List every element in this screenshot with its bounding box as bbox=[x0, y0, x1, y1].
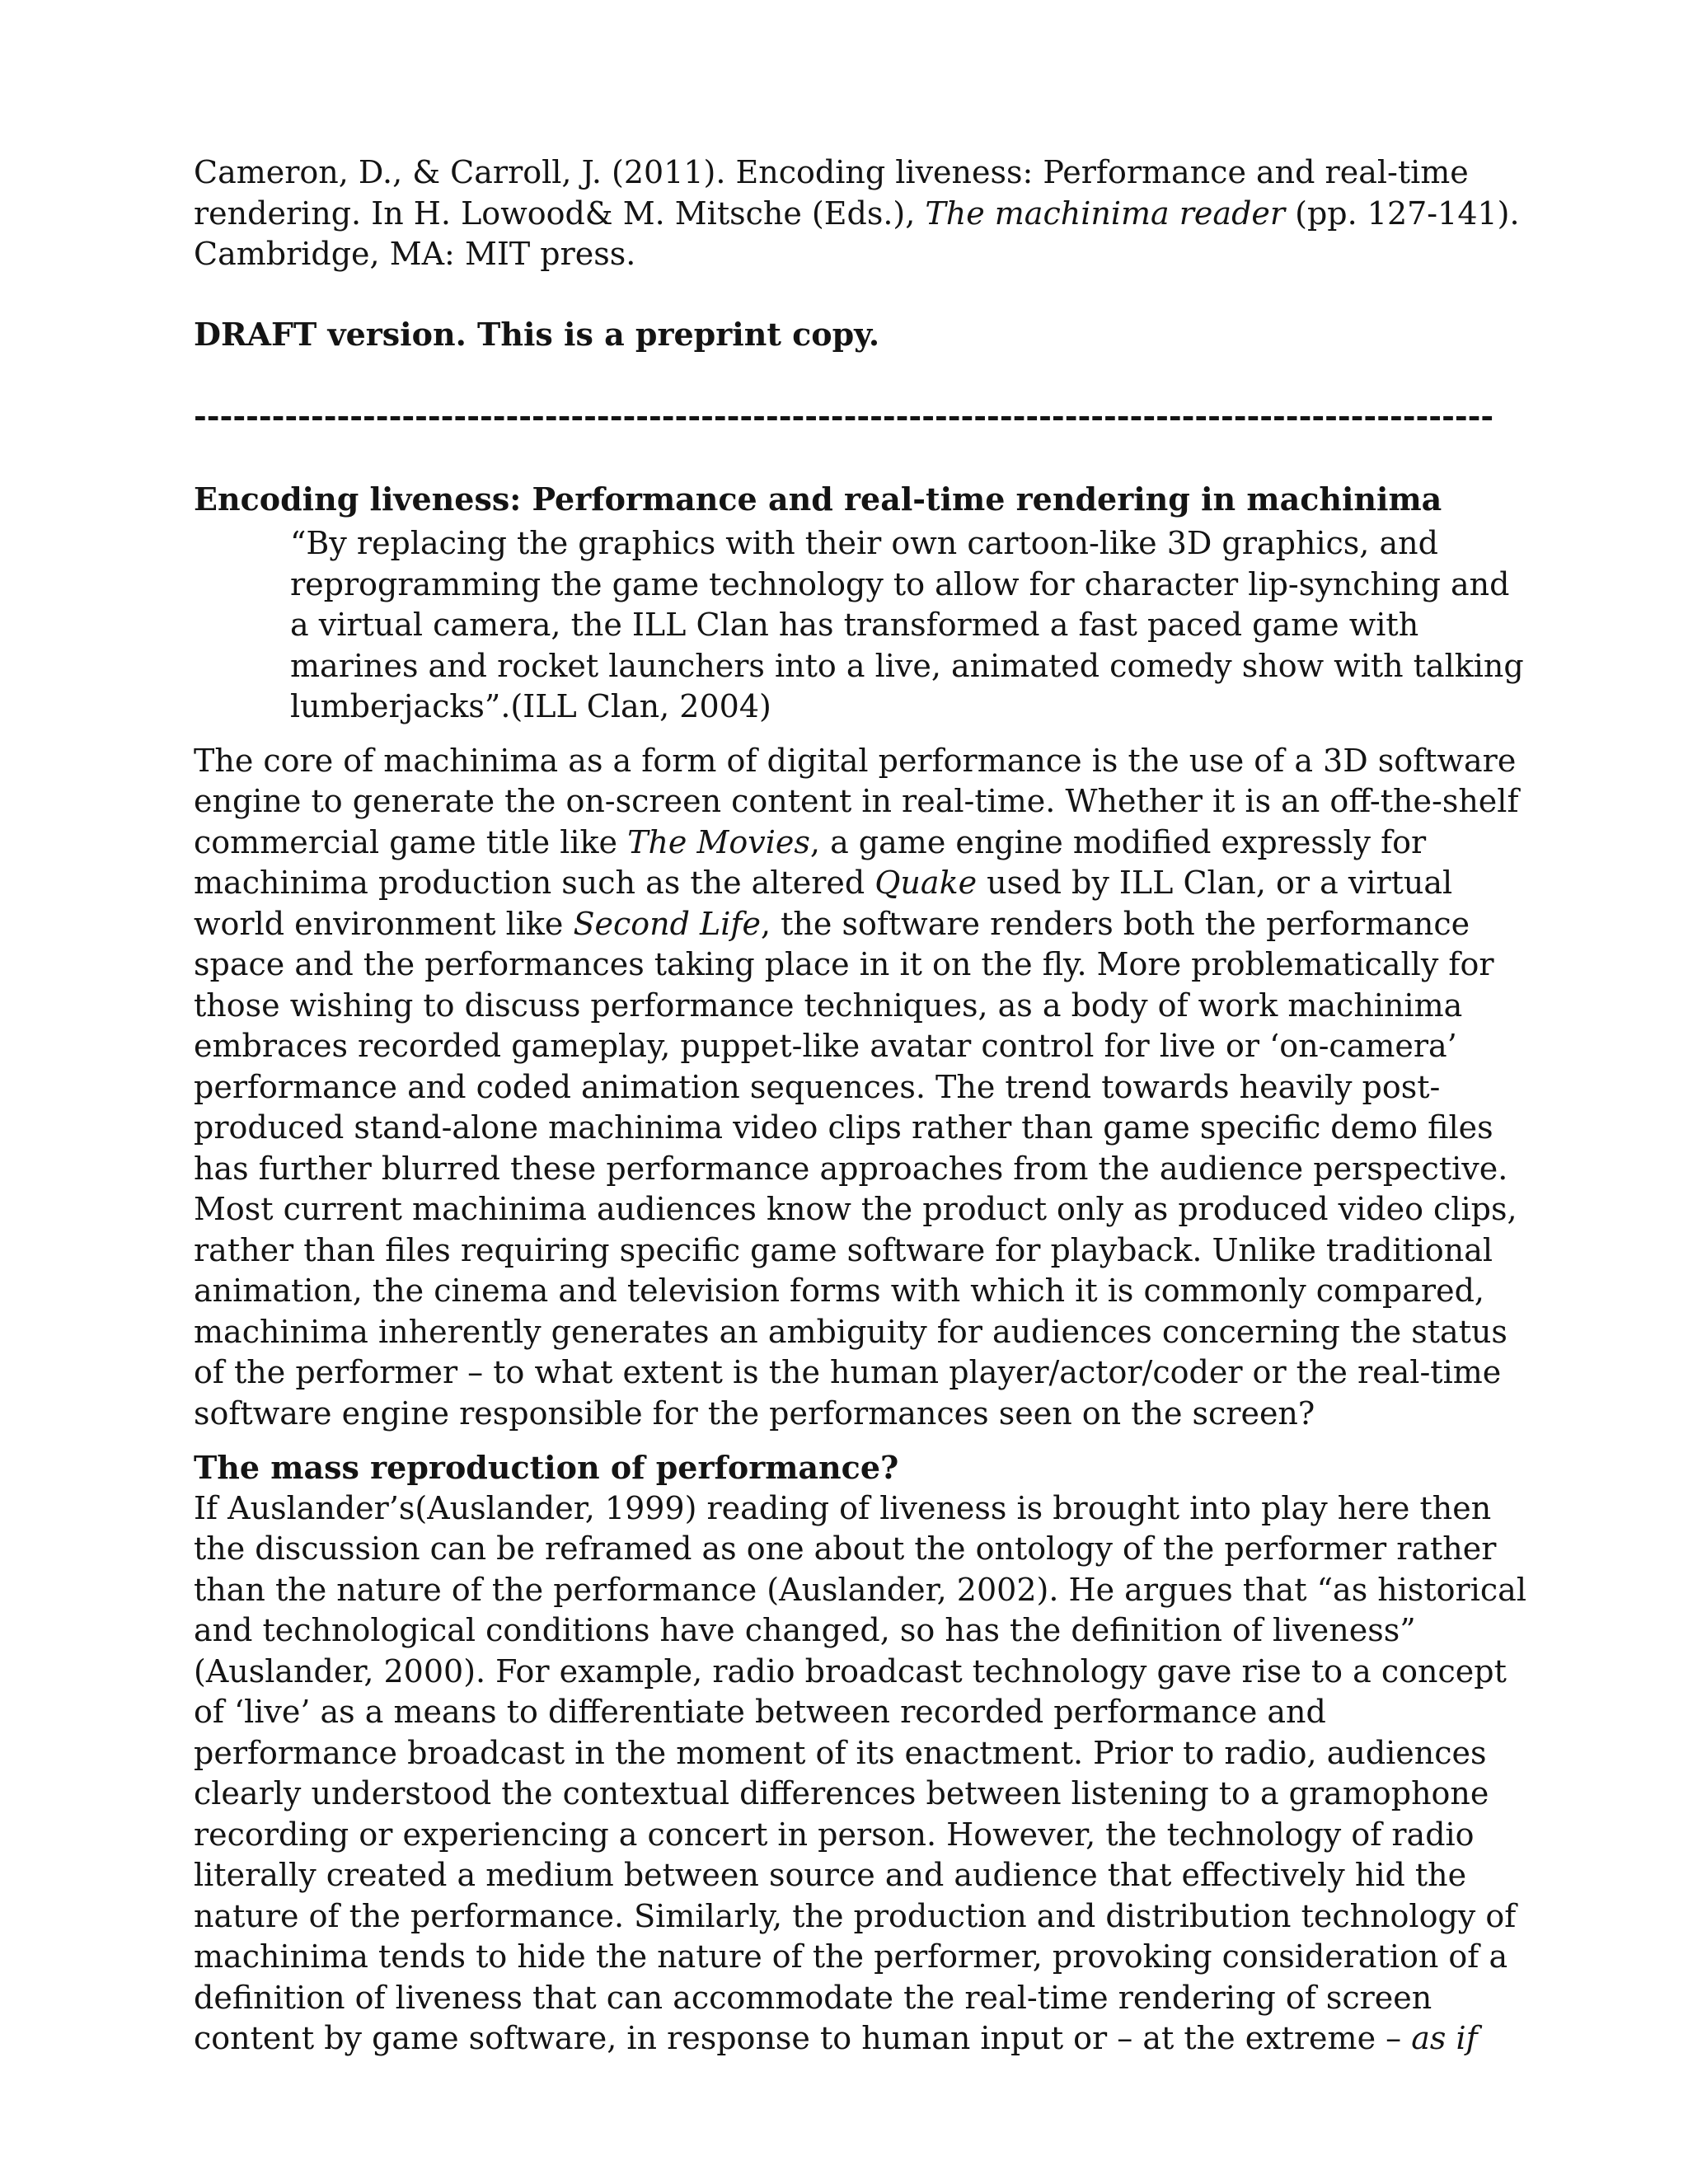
paragraph-text: , the software renders both the performance space and the performances taking place in it on the fly. More problematically for those wishing to discuss performance techniques, as a body of work machinima embraces recorded gameplay, puppet-like avatar control for live or ‘on-camera’ performance and coded animation sequences. The trend towards heavily post-produced stand-alone machinima video clips rather than game specific demo files has further blurred these performance approaches from the audience perspective. Most current machinima audiences know the product only as produced video clips, rather than files requiring specific game software for playback. Unlike traditional animation, the cinema and television forms with which it is commonly compared, machinima inherently generates an ambiguity for audiences concerning the status of the performer – to what extent is the human player/actor/coder or the real-time software engine responsible for the performances seen on the screen? bbox=[194, 905, 1517, 1432]
italic-title-the-movies: The Movies bbox=[627, 823, 810, 860]
body-paragraph-1 bbox=[194, 741, 1529, 1435]
paragraph-text: The core of machinima as a form of digital performance is the use of a 3D software engine to generate the on-screen content in real-time. Whether it is an off-the-shelf commercial game title like bbox=[194, 742, 1519, 860]
citation bbox=[194, 152, 1529, 275]
section-heading: The mass reproduction of performance? bbox=[194, 1449, 899, 1486]
paragraph-text: used by ILL Clan, or a virtual world environment like bbox=[194, 865, 1453, 942]
citation-book-title: The machinima reader bbox=[925, 194, 1286, 232]
separator-line: ---------------------------------------------------------------------------------------------------- bbox=[194, 397, 1494, 434]
draft-notice: DRAFT version. This is a preprint copy. bbox=[194, 315, 880, 353]
citation-text-end: (pp. 127-141). Cambridge, MA: MIT press. bbox=[194, 194, 1520, 272]
italic-phrase-as-if: as if bbox=[1411, 2020, 1478, 2056]
italic-title-quake: Quake bbox=[874, 865, 978, 901]
italic-title-second-life: Second Life bbox=[573, 905, 761, 942]
paragraph-text: , a game engine modified expressly for machinima production such as the altered bbox=[194, 823, 1427, 901]
citation-text: Cameron, D., & Carroll, J. (2011). Encoding liveness: Performance and real-time rendering. In H. Lowood& M. Mitsche (Eds.), bbox=[194, 154, 1469, 232]
body-paragraph-2 bbox=[194, 1488, 1529, 2060]
paragraph-text: If Auslander’s(Auslander, 1999) reading of liveness is brought into play here then the discussion can be reframed as one about the ontology of the performer rather than the nature of the performance (Auslander, 2002). He argues that “as historical and technological conditions have changed, so has the definition of liveness” (Auslander, 2000). For example, radio broadcast technology gave rise to a concept of ‘live’ as a means to differentiate between recorded performance and performance broadcast in the moment of its enactment. Prior to radio, audiences clearly understood the contextual differences between listening to a gramophone recording or experiencing a concert in person. However, the technology of radio literally created a medium between source and audience that effectively hid the nature of the performance. Similarly, the production and distribution technology of machinima tends to hide the nature of the performer, provoking consideration of a definition of liveness that can accommodate the real-time rendering of screen content by game software, in response to human input or – at the extreme – bbox=[194, 1489, 1526, 2056]
document-page bbox=[194, 152, 1529, 2073]
epigraph-quote: “By replacing the graphics with their own cartoon-like 3D graphics, and reprogramming the game technology to allow for character lip-synching and a virtual camera, the ILL Clan has transformed a fast paced game with marines and rocket launchers into a live, animated comedy show with talking lumberjacks”.(ILL Clan, 2004) bbox=[290, 525, 1524, 724]
article-title: Encoding liveness: Performance and real-time rendering in machinima bbox=[194, 480, 1442, 518]
